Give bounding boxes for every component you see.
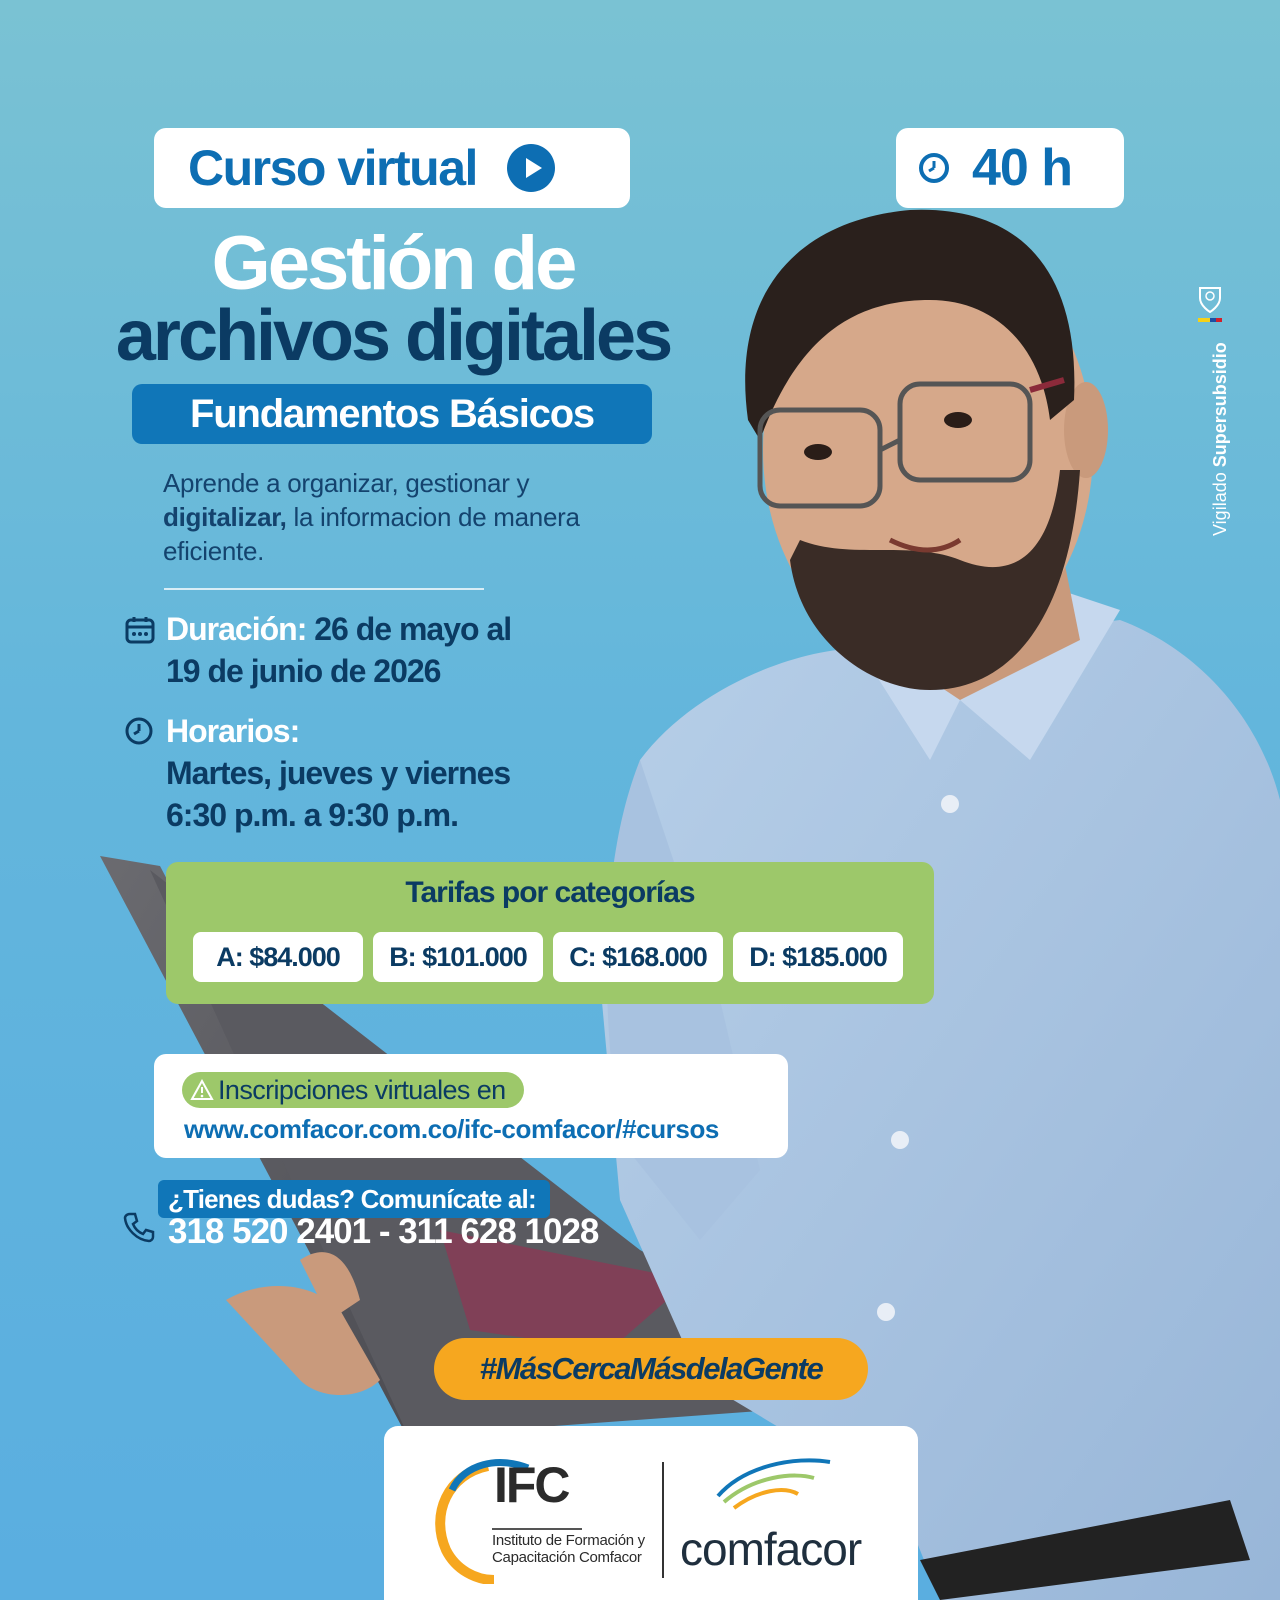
schedule-info: [166, 710, 606, 836]
registration-panel: [154, 1054, 788, 1158]
logos-divider: [662, 1462, 664, 1578]
ifc-logo-name: Instituto de Formación y Capacitación Comfacor: [492, 1532, 645, 1566]
clock-icon: [124, 716, 154, 746]
subtitle-label: Fundamentos Básicos: [190, 391, 594, 436]
duration-value-line1: 26 de mayo al: [306, 611, 512, 647]
comfacor-logo-icon: [714, 1456, 834, 1526]
course-title-line2: archivos digitales: [115, 296, 671, 376]
divider: [164, 588, 484, 590]
course-title-line1: Gestión de: [211, 221, 575, 306]
ifc-logo-letters: IFC: [494, 1457, 569, 1513]
colombia-flag: [1198, 318, 1222, 322]
contact-label: ¿Tienes dudas? Comunícate al:: [168, 1183, 536, 1214]
duration-value-line2: 19 de junio de 2026: [166, 653, 441, 689]
clock-icon: [918, 152, 950, 184]
tariff-item-c: C: $168.000: [553, 932, 723, 982]
hashtag-badge: [434, 1338, 868, 1400]
comfacor-logo-name: comfacor: [680, 1523, 862, 1575]
tariff-item-a: A: $84.000: [193, 932, 363, 982]
description-bold: digitalizar,: [163, 502, 287, 532]
hours-label: 40 h: [972, 139, 1073, 197]
play-icon: [507, 144, 555, 192]
tariffs-title: Tarifas por categorías: [405, 876, 695, 909]
hashtag-label: #MásCercaMásdelaGente: [479, 1351, 823, 1386]
duration-info: [166, 608, 606, 692]
schedule-label: Horarios:: [166, 713, 300, 749]
logos-panel: [384, 1426, 918, 1600]
course-type-badge: [154, 128, 630, 208]
calendar-icon: [124, 614, 156, 646]
regulator-prefix: Vigilado: [1210, 467, 1230, 536]
contact-phones[interactable]: 318 520 2401 - 311 628 1028: [168, 1212, 599, 1251]
schedule-time: 6:30 p.m. a 9:30 p.m.: [166, 797, 459, 833]
schedule-days: Martes, jueves y viernes: [166, 755, 511, 791]
description-part2: la informacion de manera eficiente.: [163, 502, 580, 566]
hours-badge: [896, 128, 1124, 208]
registration-link[interactable]: www.comfacor.com.co/ifc-comfacor/#cursos: [184, 1114, 719, 1144]
tariff-item-b: B: $101.000: [373, 932, 543, 982]
regulator-mark: [1192, 276, 1228, 540]
subtitle-badge: [132, 384, 652, 444]
tariff-list: [193, 932, 903, 982]
ifc-logo-rule: [492, 1528, 582, 1530]
warning-icon: [190, 1079, 214, 1101]
registration-tag: [182, 1072, 524, 1108]
phone-icon: [122, 1210, 156, 1244]
tariff-item-d: D: $185.000: [733, 932, 903, 982]
course-type-label: Curso virtual: [188, 140, 477, 196]
regulator-name: Supersubsidio: [1210, 342, 1230, 468]
coat-of-arms-icon: [1196, 284, 1224, 314]
registration-label: Inscripciones virtuales en: [218, 1074, 506, 1105]
duration-label: Duración:: [166, 611, 307, 647]
course-description: [163, 466, 663, 568]
tariffs-panel: [166, 862, 934, 1004]
description-part1: Aprende a organizar, gestionar y: [163, 468, 530, 498]
regulator-text: [1210, 342, 1231, 536]
